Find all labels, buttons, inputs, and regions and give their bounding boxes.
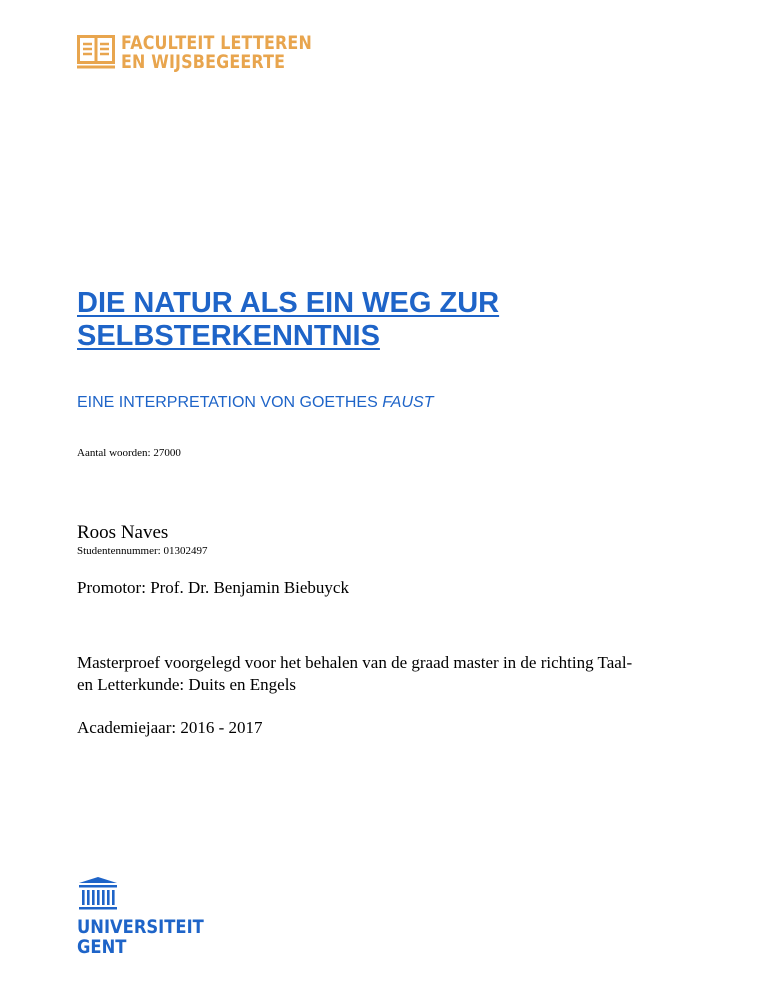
thesis-subtitle	[77, 394, 433, 412]
promotor: Promotor: Prof. Dr. Benjamin Biebuyck	[77, 578, 349, 597]
thesis-title-line2: SELBSTERKENNTNIS	[77, 320, 380, 352]
university-name-line1: UNIVERSITEIT	[77, 916, 204, 938]
university-name	[77, 917, 204, 957]
degree-statement-line1: Masterproef voorgelegd voor het behalen van de graad master in de richting Taal-	[77, 653, 633, 672]
thesis-title	[77, 287, 637, 353]
degree-statement	[77, 652, 697, 696]
word-count: Aantal woorden: 27000	[77, 447, 181, 459]
student-number: Studentennummer: 01302497	[77, 545, 208, 557]
thesis-subtitle-work: FAUST	[382, 394, 434, 411]
academic-year: Academiejaar: 2016 - 2017	[77, 718, 263, 737]
author-name: Roos Naves	[77, 522, 169, 543]
faculty-name-line1: FACULTEIT LETTEREN	[121, 33, 312, 54]
faculty-name	[121, 34, 312, 72]
faculty-name-line2: EN WIJSBEGEERTE	[121, 52, 286, 73]
university-logo	[77, 876, 224, 957]
thesis-subtitle-prefix: EINE INTERPRETATION VON GOETHES	[77, 394, 383, 411]
book-icon	[77, 35, 115, 69]
faculty-logo	[77, 34, 343, 72]
university-name-line2: GENT	[77, 936, 127, 958]
degree-statement-line2: en Letterkunde: Duits en Engels	[77, 675, 297, 694]
thesis-title-line1: DIE NATUR ALS EIN WEG ZUR	[77, 287, 500, 319]
university-building-icon	[77, 876, 119, 912]
